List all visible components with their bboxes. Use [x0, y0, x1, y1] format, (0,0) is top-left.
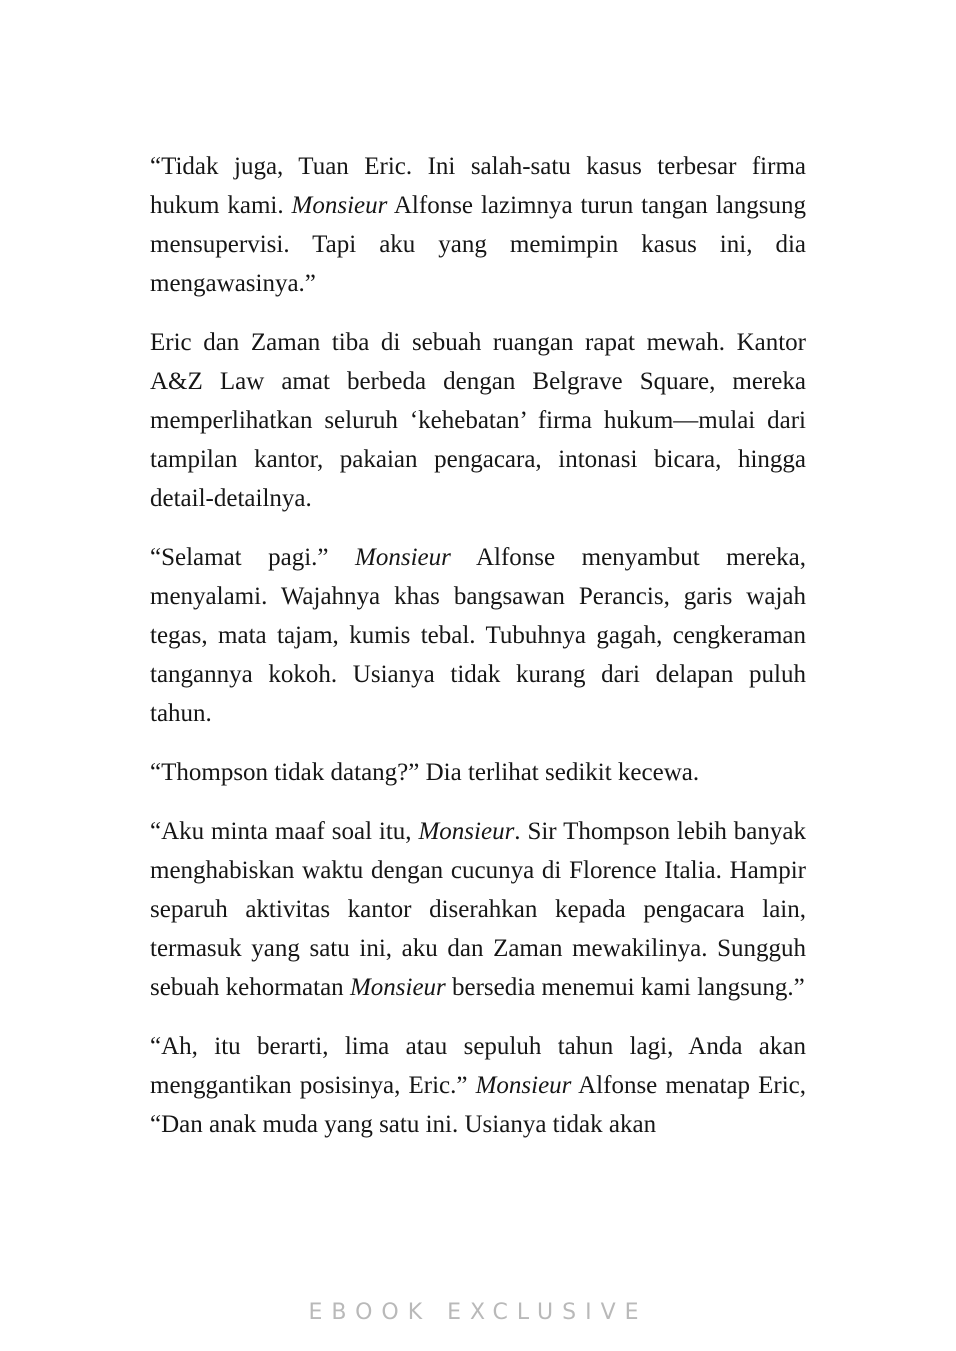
- text-segment: “Selamat pagi.”: [150, 544, 356, 571]
- paragraph-5: [150, 812, 806, 1007]
- paragraph-3: [150, 538, 806, 733]
- footer-watermark: EBOOK EXCLUSIVE: [308, 1300, 648, 1325]
- text-segment: bersedia menemui kami langsung.”: [445, 974, 805, 1001]
- paragraph-4: [150, 753, 806, 792]
- text-segment: Alfonse menatap Eric, “Dan anak muda yang satu ini. Usianya tidak akan: [150, 1072, 807, 1138]
- paragraph-2: [150, 323, 806, 518]
- paragraph-6: [150, 1027, 806, 1144]
- italic-segment: Monsieur: [349, 974, 446, 1001]
- text-segment: “Tidak juga, Tuan Eric. Ini salah-satu kasus terbesar firma hukum kami.: [150, 153, 806, 219]
- italic-segment: Monsieur: [355, 544, 451, 571]
- italic-segment: Monsieur: [418, 818, 515, 845]
- text-segment: . Sir Thompson lebih banyak menghabiskan waktu dengan cucunya di Florence Italia. Hampir separuh aktivitas kantor diserahkan kepada pengacara lain, termasuk yang satu ini, aku dan Zaman mewakilinya. Sungguh sebuah kehormatan: [150, 818, 806, 1001]
- text-segment: “Aku minta maaf soal itu,: [150, 818, 419, 845]
- text-segment: “Thompson tidak datang?” Dia terlihat sedikit kecewa.: [150, 759, 700, 786]
- italic-segment: Monsieur: [291, 192, 388, 219]
- italic-segment: Monsieur: [475, 1072, 572, 1099]
- text-segment: Alfonse lazimnya turun tangan langsung mensupervisi. Tapi aku yang memimpin kasus ini, dia mengawasinya.”: [150, 192, 806, 297]
- paragraph-1: [150, 147, 806, 303]
- text-segment: “Ah, itu berarti, lima atau sepuluh tahun lagi, Anda akan menggantikan posisinya, Eric.”: [150, 1033, 806, 1099]
- text-segment: Alfonse menyambut mereka, menyalami. Wajahnya khas bangsawan Perancis, garis wajah tegas, mata tajam, kumis tebal. Tubuhnya gagah, cengkeraman tangannya kokoh. Usianya tidak kurang dari delapan puluh tahun.: [150, 544, 806, 727]
- text-segment: Eric dan Zaman tiba di sebuah ruangan rapat mewah. Kantor A&Z Law amat berbeda dengan Belgrave Square, mereka memperlihatkan seluruh ‘kehebatan’ firma hukum—mulai dari tampilan kantor, pakaian pengacara, intonasi bicara, hingga detail-detailnya.: [150, 329, 806, 512]
- page-body: [150, 147, 806, 1164]
